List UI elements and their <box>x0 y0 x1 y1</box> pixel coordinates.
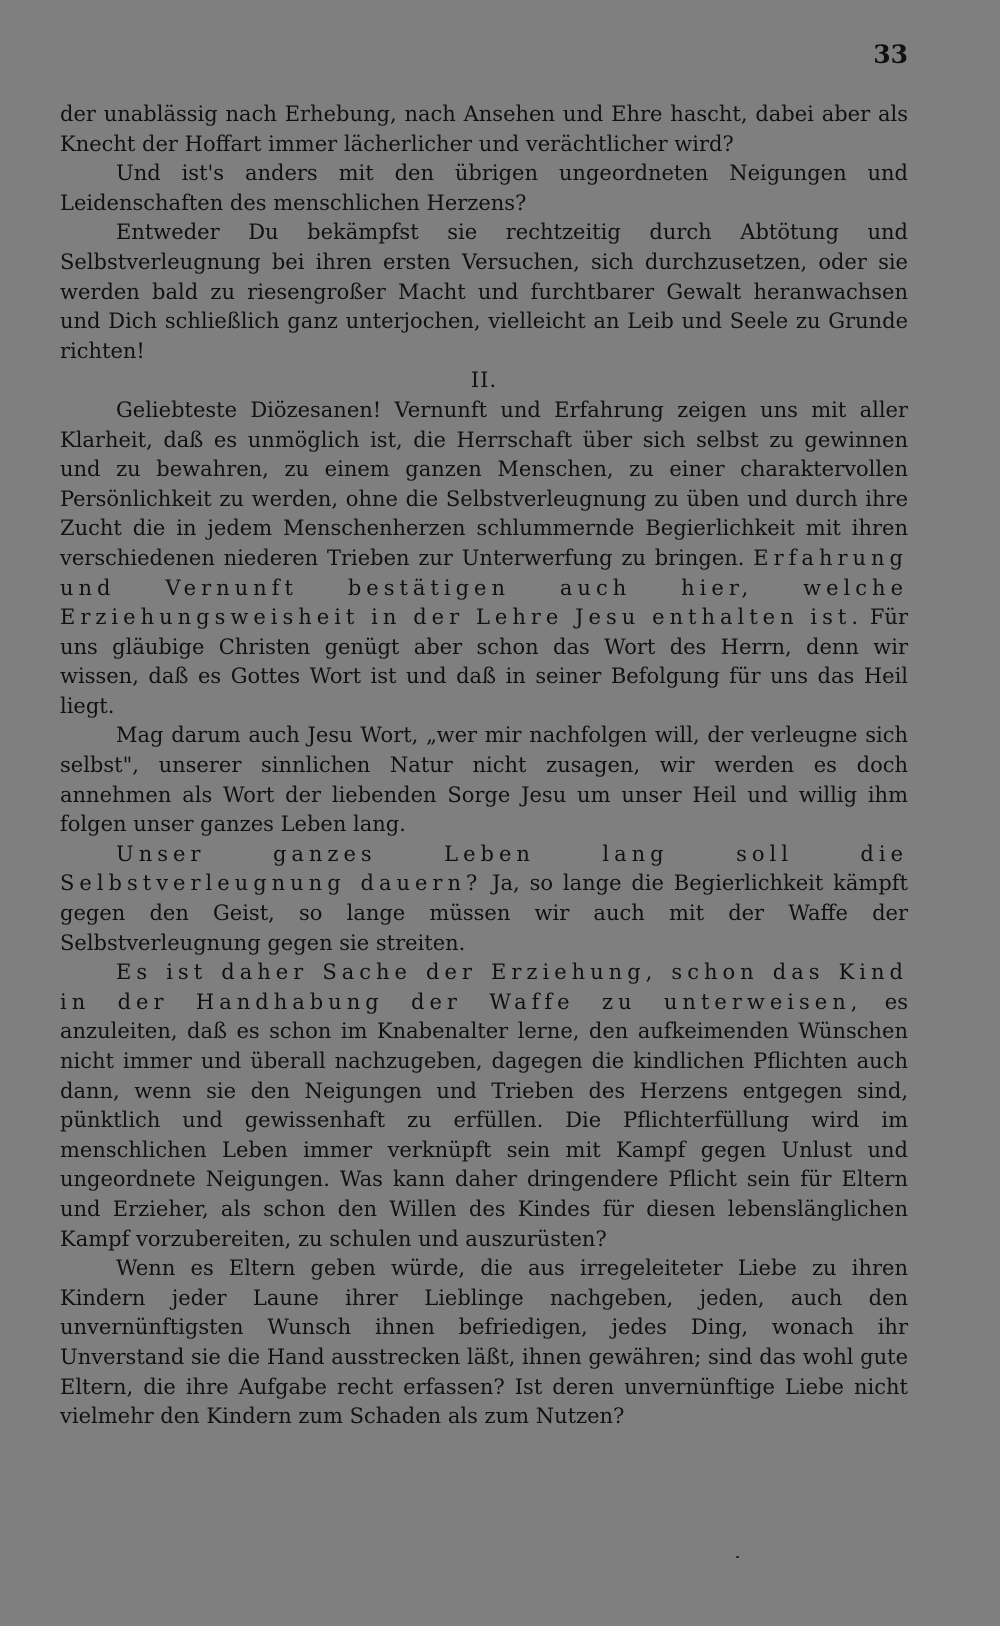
paragraph-7 <box>60 958 908 1254</box>
body-text <box>60 100 908 1432</box>
paragraph-4-emphasis: Erfahrung und Vernunft bestätigen auch hier, welche Erziehungsweisheit in der Lehre Jesu enthalten ist. <box>60 545 908 630</box>
paragraph-3: Entweder Du bekämpfst sie rechtzeitig durch Abtötung und Selbstverleugnung bei ihren ersten Versuchen, sich durchzusetzen, oder sie werden bald zu riesengroßer Macht und furchtbarer Gewalt heranwachsen und Dich schließlich ganz unterjochen, vielleicht an Leib und Seele zu Grunde richten! <box>60 220 908 363</box>
paragraph-4-part-1: Geliebteste Diözesanen! Vernunft und Erfahrung zeigen uns mit aller Klarheit, daß es unmöglich ist, die Herrschaft über sich selbst zu gewinnen und zu bewahren, zu einem ganzen Menschen, zu einer charaktervollen Persönlichkeit zu werden, ohne die Selbstverleugnung zu üben und durch ihre Zucht die in jedem Menschenherzen schlummernde Begierlichkeit mit ihren verschiedenen niederen Trieben zur Unterwerfung zu bringen. <box>60 397 908 570</box>
paragraph-6-rest: Ja, so lange die Begierlichkeit kämpft gegen den Geist, so lange müssen wir auch mit der Waffe der Selbstverleugnung gegen sie streiten. <box>60 871 908 955</box>
paragraph-7-rest: es anzuleiten, daß es schon im Knabenalter lerne, den aufkeimenden Wünschen nicht immer und überall nachzugeben, dagegen die kindlichen Pflichten auch dann, wenn sie den Neigungen und Trieben des Herzens entgegen sind, pünktlich und gewissenhaft zu erfüllen. Die Pflichterfüllung wird im menschlichen Leben immer verknüpft sein mit Kampf gegen Unlust und ungeordnete Neigungen. Was kann daher dringendere Pflicht sein für Eltern und Erzieher, als schon den Willen des Kindes für diesen lebenslänglichen Kampf vorzubereiten, zu schulen und auszurüsten? <box>60 989 908 1251</box>
paper-speck <box>736 1556 739 1558</box>
paragraph-5: Mag darum auch Jesu Wort, „wer mir nachfolgen will, der verleugne sich selbst", unserer sinnlichen Natur nicht zusagen, wir werden es doch annehmen als Wort der liebenden Sorge Jesu um unser Heil und willig ihm folgen unser ganzes Leben lang. <box>60 723 908 837</box>
paragraph-4-part-2: Für uns gläubige Christen genügt aber schon das Wort des Herrn, denn wir wissen, daß es Gottes Wort ist und daß in seiner Befolgung für uns das Heil liegt. <box>60 605 908 718</box>
paragraph-1: der unablässig nach Erhebung, nach Ansehen und Ehre hascht, dabei aber als Knecht der Hoffart immer lächerlicher und verächtlicher wird? <box>60 102 908 156</box>
paragraph-2: Und ist's anders mit den übrigen ungeordneten Neigungen und Leidenschaften des menschlichen Herzens? <box>60 161 908 215</box>
page-number: 33 <box>873 40 908 69</box>
paragraph-7-emphasis: Es ist daher Sache der Erziehung, schon das Kind in der Handhabung der Waffe zu unterweisen, <box>60 960 908 1014</box>
paragraph-8: Wenn es Eltern geben würde, die aus irregeleiteter Liebe zu ihren Kindern jeder Laune ihrer Lieblinge nachgeben, jeden, auch den unvernünftigsten Wunsch ihnen befriedigen, jedes Ding, wonach ihr Unverstand sie die Hand ausstrecken läßt, ihnen gewähren; sind das wohl gute Eltern, die ihre Aufgabe recht erfassen? Ist deren unvernünftige Liebe nicht vielmehr den Kindern zum Schaden als zum Nutzen? <box>60 1256 908 1429</box>
paragraph-6 <box>60 840 908 958</box>
section-heading: II. <box>470 368 498 393</box>
paragraph-4 <box>60 396 908 722</box>
paragraph-6-emphasis: Unser ganzes Leben lang soll die Selbstverleugnung dauern? <box>60 841 908 896</box>
